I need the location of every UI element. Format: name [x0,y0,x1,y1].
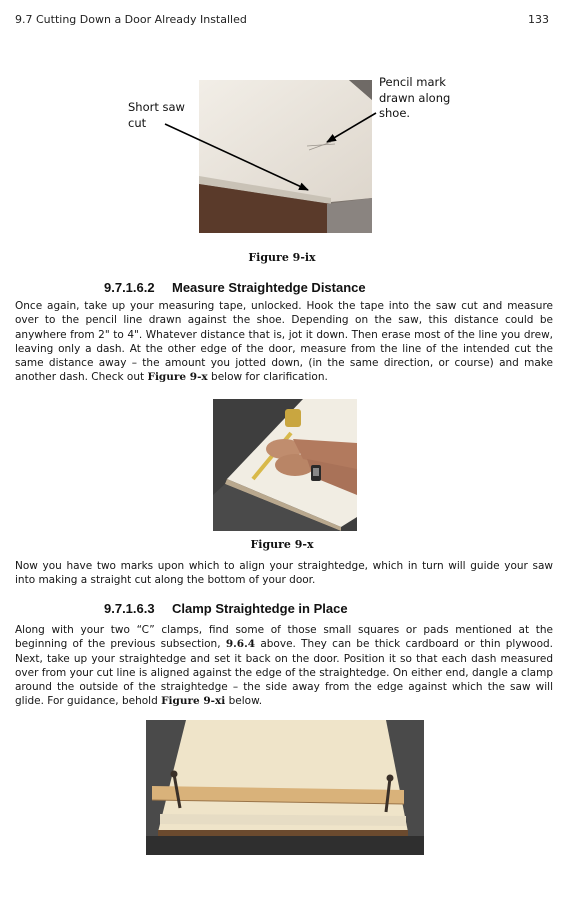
section-title: Clamp Straightedge in Place [172,601,348,616]
annotation-pencil-line3: shoe. [379,106,411,120]
paragraph-text: Along with your two “C” clamps, find some of those small squares or pads mentioned at the beginning of the previous subsection, [15,624,553,651]
section-number: 9.7.1.6.2 [104,280,155,295]
section-heading-measure [104,280,366,295]
section-heading-clamp [104,601,348,616]
annotation-short-saw-line1: Short saw [128,100,185,114]
figure-reference: Figure 9-x [147,371,208,384]
arrow-to-pencil-mark [327,113,376,142]
paragraph-text: above. They can be thick cardboard or thin plywood. Next, take up your straightedge and set it back on the door. Position it so that each dash measured over from your cut line is aligned against the edge of the straightedge. On either end, dangle a clamp around the outside of the straightedge – the side away from the edge against which the saw will glide. For guidance, behold [15,638,553,708]
section-title: Measure Straightedge Distance [172,280,366,295]
paragraph-two-marks: Now you have two marks upon which to align your straightedge, which in turn will guide your saw into making a straight cut along the bottom of your door. [15,560,553,587]
figure-reference: Figure 9-xi [161,695,226,708]
paragraph-text: below. [225,695,263,708]
page-number: 133 [528,13,549,26]
figure-9-xi-photo [146,720,424,855]
paragraph-clamp [15,623,553,709]
paragraph-text: Once again, take up your measuring tape, unlocked. Hook the tape into the saw cut and measure over to the pencil line drawn against the shoe. Depending on the saw, this distance could be anywhere from 2" to 4". Whatever distance that is, jot it down. Then erase most of the line you drew, leaving only a dash. At the other edge of the door, measure from the line of the intended cut the same distance away – the amount you jotted down, (in the same direction, or course) and make another dash. Check out [15,300,553,384]
figure-9-ix-caption: Figure 9-ix [248,251,316,264]
figure-9-x-caption: Figure 9-x [250,538,314,551]
section-number: 9.7.1.6.3 [104,601,155,616]
figure-9-x-photo [213,399,357,531]
paragraph-text: below for clarification. [207,371,328,384]
annotation-pencil-line1: Pencil mark [379,75,446,89]
annotation-pencil-line2: drawn along [379,90,451,105]
running-header-section: 9.7 Cutting Down a Door Already Installed [15,13,247,26]
paragraph-measure [15,299,553,385]
annotation-arrows [0,0,564,260]
arrow-to-saw-cut [165,124,308,190]
annotation-short-saw-line2: cut [128,115,147,130]
section-reference: 9.6.4 [225,638,256,651]
